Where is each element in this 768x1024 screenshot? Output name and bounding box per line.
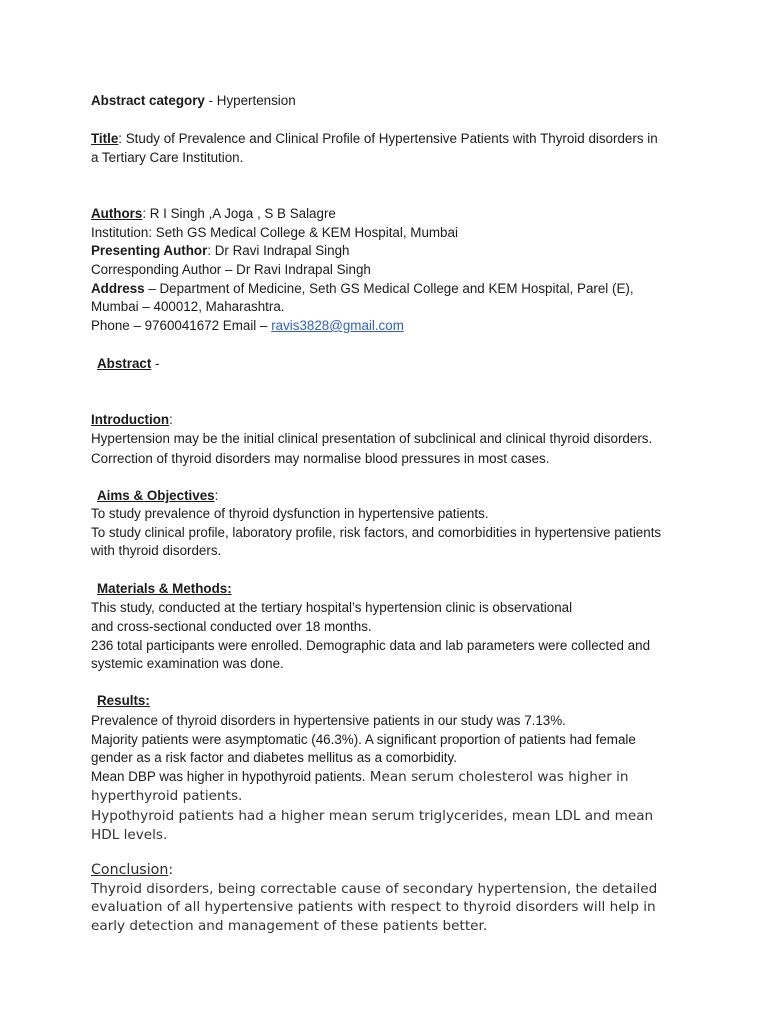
address-text-1: – Department of Medicine, Seth GS Medical College and KEM Hospital, Parel (E), xyxy=(144,281,634,296)
aims-line: To study prevalence of thyroid dysfunction in hypertensive patients. xyxy=(91,506,489,521)
results-cholesterol: Mean serum cholesterol was higher in xyxy=(365,769,629,785)
conclusion-line: Thyroid disorders, being correctable cause of secondary hypertension, the detailed xyxy=(91,881,658,897)
aims-line: To study clinical profile, laboratory profile, risk factors, and comorbidities in hypertensive patients xyxy=(91,525,662,540)
results-line: Majority patients were asymptomatic (46.3%). A significant proportion of patients had female xyxy=(91,732,636,747)
authors-value: : R I Singh ,A Joga , S B Salagre xyxy=(142,206,336,221)
presenting-label: Presenting Author xyxy=(91,243,208,258)
conclusion-suffix: : xyxy=(168,862,174,878)
title-text-2: a Tertiary Care Institution. xyxy=(91,150,244,165)
category-sep: - xyxy=(204,93,217,108)
phone-text: Phone – 9760041672 Email – xyxy=(91,318,272,333)
aims-line: with thyroid disorders. xyxy=(91,543,222,558)
abstract-suffix: - xyxy=(151,356,160,371)
aims-heading xyxy=(97,487,218,505)
title-text-1: : Study of Prevalence and Clinical Profile of Hypertensive Patients with Thyroid disorders in xyxy=(118,131,658,146)
category-line xyxy=(91,92,296,110)
presenting-author-line xyxy=(91,242,349,260)
category-label: Abstract category xyxy=(91,93,205,108)
conclusion-label: Conclusion xyxy=(91,862,169,878)
corresponding-author-line: Corresponding Author – Dr Ravi Indrapal Singh xyxy=(91,262,371,277)
results-hypothyroid-line: Hypothyroid patients had a higher mean serum triglycerides, mean LDL and mean xyxy=(91,808,654,824)
methods-line: This study, conducted at the tertiary hospital’s hypertension clinic is observational xyxy=(91,600,573,615)
methods-line: and cross-sectional conducted over 18 months. xyxy=(91,619,372,634)
results-line: Prevalence of thyroid disorders in hypertensive patients in our study was 7.13%. xyxy=(91,713,566,728)
abstract-label: Abstract xyxy=(97,356,152,371)
results-line: gender as a risk factor and diabetes mellitus as a comorbidity. xyxy=(91,750,457,765)
introduction-line: Correction of thyroid disorders may normalise blood pressures in most cases. xyxy=(91,451,550,466)
category-value: Hypertension xyxy=(216,93,296,108)
conclusion-line: evaluation of all hypertensive patients with respect to thyroid disorders will help in xyxy=(91,899,656,915)
methods-line: 236 total participants were enrolled. Demographic data and lab parameters were collected and xyxy=(91,638,651,653)
results-cholesterol-cont: hyperthyroid patients. xyxy=(91,788,243,804)
results-label: Results: xyxy=(97,693,150,708)
introduction-line: Hypertension may be the initial clinical presentation of subclinical and clinical thyroid disorders. xyxy=(91,431,653,446)
email-link[interactable]: ravis3828@gmail.com xyxy=(271,318,404,333)
authors-line xyxy=(91,205,336,223)
conclusion-heading xyxy=(91,861,173,879)
conclusion-line: early detection and management of these patients better. xyxy=(91,918,488,934)
address-line-1 xyxy=(91,280,634,298)
results-heading xyxy=(97,692,150,710)
authors-label: Authors xyxy=(91,206,143,221)
introduction-suffix: : xyxy=(169,412,173,427)
address-label: Address xyxy=(91,281,145,296)
title-line-1 xyxy=(91,130,658,148)
methods-line: systemic examination was done. xyxy=(91,656,284,671)
introduction-label: Introduction xyxy=(91,412,170,427)
title-line-2 xyxy=(91,149,243,167)
results-dbp: Mean DBP was higher in hypothyroid patients. xyxy=(91,769,366,784)
introduction-heading xyxy=(91,411,173,429)
address-line-2: Mumbai – 400012, Maharashtra. xyxy=(91,299,285,314)
results-hypothyroid-line-2: HDL levels. xyxy=(91,827,168,843)
title-label: Title xyxy=(91,131,119,146)
aims-suffix: : xyxy=(214,488,219,503)
methods-heading xyxy=(97,580,232,598)
abstract-heading xyxy=(97,355,160,373)
results-dbp-line xyxy=(91,768,629,786)
presenting-value: : Dr Ravi Indrapal Singh xyxy=(207,243,350,258)
aims-label: Aims & Objectives xyxy=(97,488,215,503)
phone-line xyxy=(91,317,404,335)
institution-line: Institution: Seth GS Medical College & KEM Hospital, Mumbai xyxy=(91,225,458,240)
methods-label: Materials & Methods: xyxy=(97,581,232,596)
